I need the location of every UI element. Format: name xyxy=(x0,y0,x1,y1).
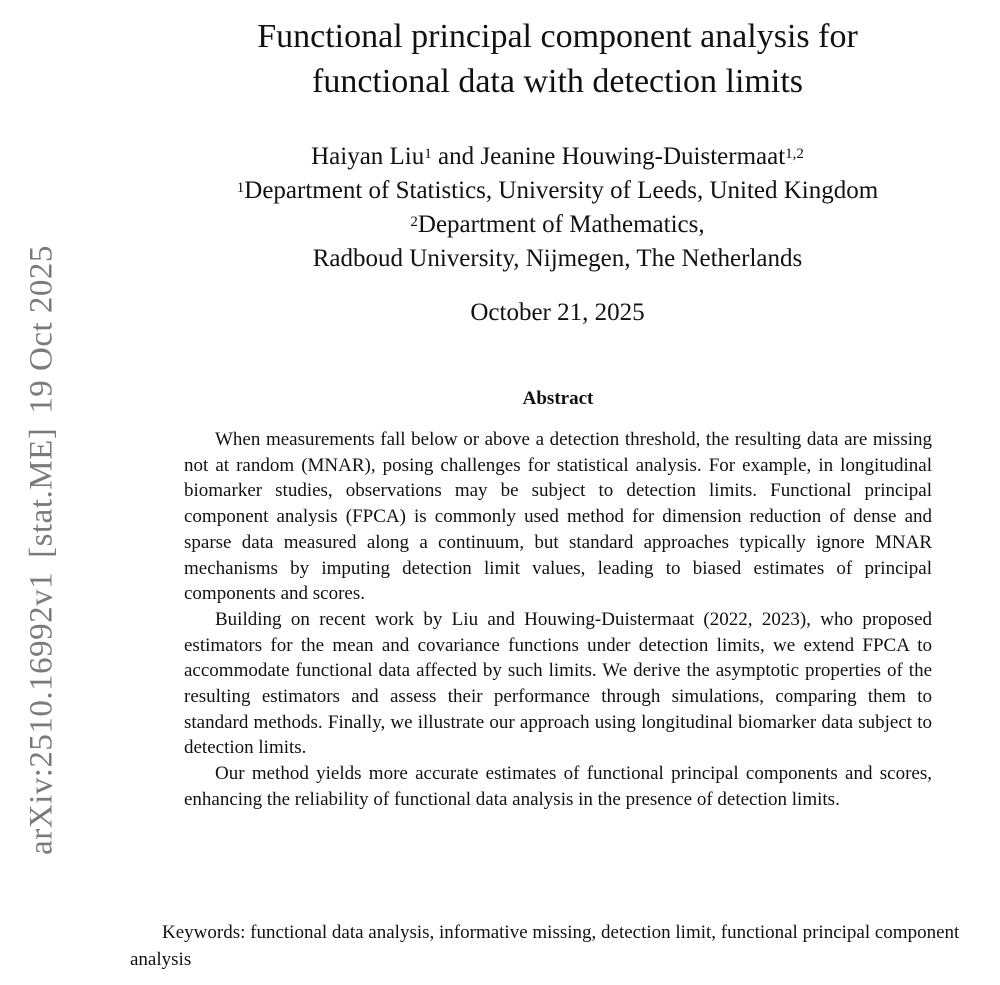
arxiv-sidebar xyxy=(0,0,80,985)
author-1-affil-mark: 1 xyxy=(424,146,432,162)
affiliation-1 xyxy=(130,174,985,208)
author-line xyxy=(130,140,985,174)
abstract-body xyxy=(184,427,932,813)
abstract-paragraph-1: When measurements fall below or above a detection threshold, the resulting data are missing not at random (MNAR), posing challenges for statistical analysis. For example, in longitudinal biomarker studies, observations may be subject to detection limits. Functional principal component analysis (FPCA) is commonly used method for dimension reduction of dense and sparse data measured along a continuum, but standard approaches typically ignore MNAR mechanisms by imputing detection limit values, leading to biased estimates of principal components and scores. xyxy=(184,429,932,605)
arxiv-date: 19 Oct 2025 xyxy=(23,245,60,414)
arxiv-identifier: arXiv:2510.16992v1 xyxy=(23,571,60,855)
author-1: Haiyan Liu xyxy=(311,143,425,170)
author-2-affil-mark: 1,2 xyxy=(785,146,804,162)
affiliation-2-line-1: Department of Mathematics, xyxy=(417,211,705,238)
author-conjunction: and xyxy=(438,143,475,170)
affiliation-1-mark: 1 xyxy=(236,180,245,196)
affiliation-1-text: Department of Statistics, University of Leeds, United Kingdom xyxy=(244,177,879,204)
arxiv-stamp xyxy=(24,245,61,855)
publication-date: October 21, 2025 xyxy=(470,299,645,326)
abstract-heading: Abstract xyxy=(522,388,594,409)
abstract-paragraph-2: Building on recent work by Liu and Houwing-Duistermaat (2022, 2023), who proposed estimators for the mean and covariance functions under detection limits, we extend FPCA to accommodate functional data affected by such limits. We derive the asymptotic properties of the resulting estimators and assess their performance through simulations, comparing them to standard methods. Finally, we illustrate our approach using longitudinal biomarker data subject to detection limits. xyxy=(184,608,932,759)
affiliation-2-mark: 2 xyxy=(410,214,418,230)
affiliation-2 xyxy=(130,208,985,242)
affiliation-2-line-2: Radboud University, Nijmegen, The Netherlands xyxy=(312,245,803,272)
title-line-2: functional data with detection limits xyxy=(312,63,803,100)
title-line-1: Functional principal component analysis for xyxy=(257,18,858,55)
abstract-paragraph-3: Our method yields more accurate estimates of functional principal components and scores, enhancing the reliability of functional data analysis in the presence of detection limits. xyxy=(184,763,932,810)
author-2: Jeanine Houwing-Duistermaat xyxy=(480,143,786,170)
author-block xyxy=(130,140,985,276)
arxiv-category: [stat.ME] xyxy=(23,427,60,558)
paper-title xyxy=(130,14,985,104)
keywords: Keywords: functional data analysis, informative missing, detection limit, functional principal component analysis xyxy=(130,922,960,970)
